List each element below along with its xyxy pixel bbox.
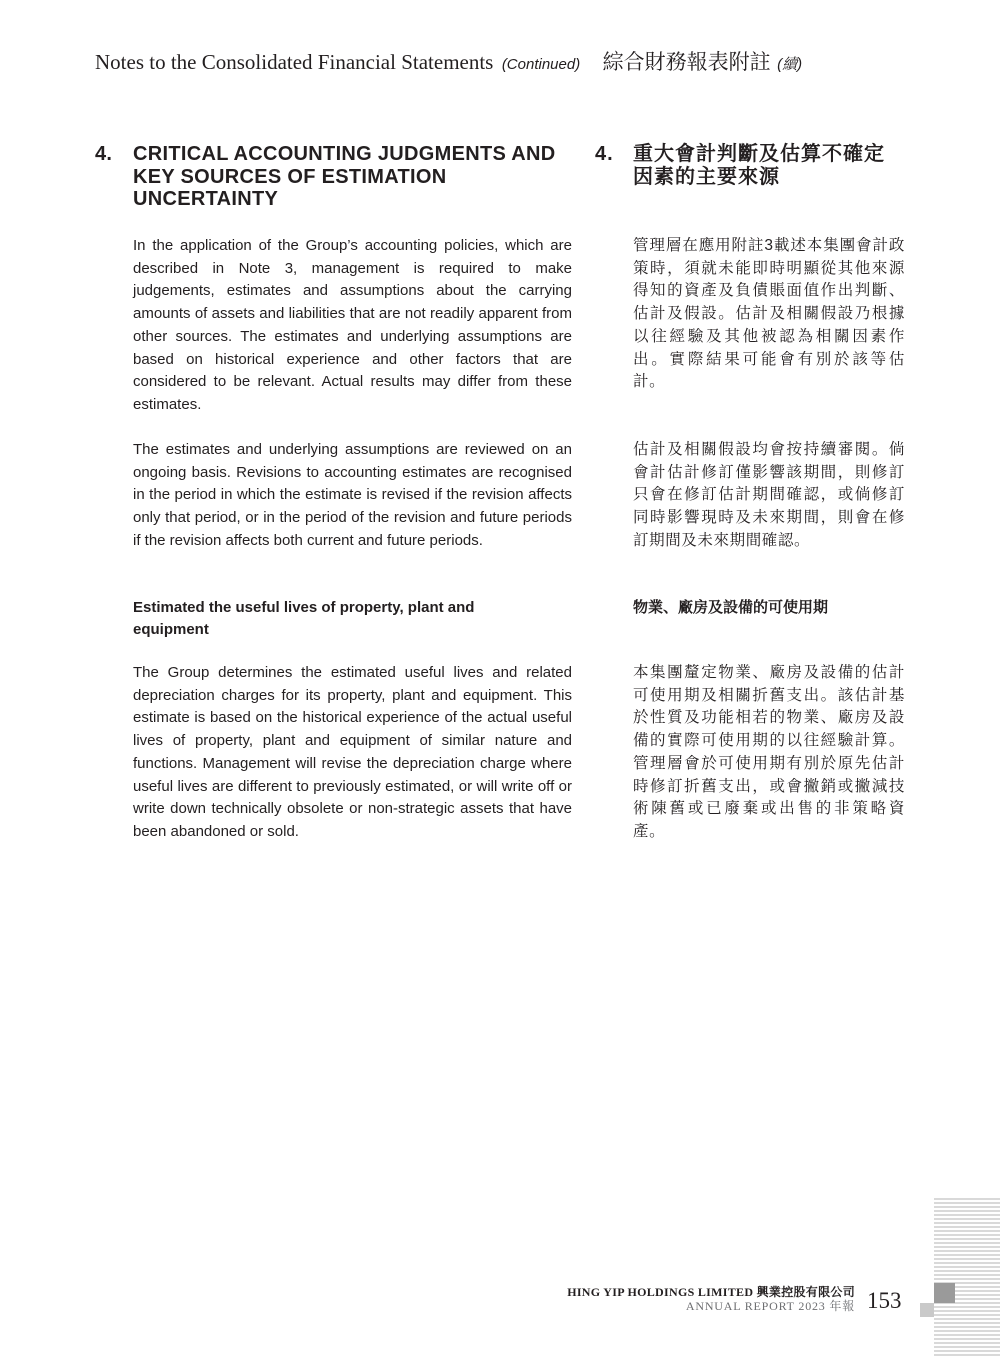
footer-report-title: ANNUAL REPORT 2023 年報: [685, 1299, 855, 1313]
decorative-stripes: [934, 1198, 1000, 1357]
paragraph-zh-1: 管理層在應用附註3載述本集團會計政策時，須就未能即時明顯從其他來源得知的資產及負債賬面值作出判斷、估計及假設。估計及相關假設乃根據以往經驗及其他被認為相關因素作出。實際結果可能會有別於該等估計。: [633, 237, 905, 391]
section-number-en: 4.: [95, 143, 113, 165]
section-heading-zh: [595, 143, 905, 188]
footer-company-name: HING YIP HOLDINGS LIMITED 興業控股有限公司: [567, 1285, 855, 1299]
header-continued-en: (Continued): [501, 56, 581, 73]
decorative-square-light: [920, 1303, 934, 1317]
paragraph-en-2: The estimates and underlying assumptions are reviewed on an ongoing basis. Revisions to accounting estimates are recognised in the period in which the estimate is revised if the revision affects only that period, or in the period of the revision and future periods if the revision affects both current and future periods.: [133, 441, 572, 549]
section-title-en: CRITICAL ACCOUNTING JUDGMENTS AND KEY SOURCES OF ESTIMATION UNCERTAINTY: [133, 143, 556, 210]
section-number-zh: 4.: [595, 143, 614, 165]
page-number: 153: [867, 1288, 902, 1313]
header-continued-zh: (續): [777, 56, 803, 73]
decorative-square-dark: [934, 1283, 955, 1303]
paragraph-zh-2: 估計及相關假設均會按持續審閱。倘會計估計修訂僅影響該期間，則修訂只會在修訂估計期間確認，或倘修訂同時影響現時及未來期間，則會在修訂期間及未來期間確認。: [633, 441, 905, 549]
paragraph-en-1: In the application of the Group’s accounting policies, which are described in Note 3, management is required to make judgements, estimates and assumptions about the carrying amounts of assets and liabilities that are not readily apparent from other sources. The estimates and underlying assumptions are based on historical experience and other factors that are considered to be relevant. Actual results may differ from these estimates.: [133, 237, 572, 413]
footer: [567, 1285, 855, 1313]
section-heading-en: [95, 143, 572, 211]
subheading-zh: 物業、廠房及設備的可使用期: [633, 599, 829, 616]
header-title-en: Notes to the Consolidated Financial Statements: [95, 50, 494, 74]
subheading-en: Estimated the useful lives of property, plant and equipment: [133, 599, 475, 638]
header-title-zh: 綜合財務報表附註: [602, 50, 771, 74]
section-title-zh: 重大會計判斷及估算不確定因素的主要來源: [633, 143, 885, 188]
running-header: [95, 46, 802, 76]
paragraph-en-3: The Group determines the estimated useful lives and related depreciation charges for its property, plant and equipment. This estimate is based on the historical experience of the actual useful lives of property, plant and equipment of similar nature and functions. Management will revise the depreciation charge where useful lives are different to previously estimated, or will write off or write down technically obsolete or non-strategic assets that have been abandoned or sold.: [133, 664, 572, 840]
paragraph-zh-3: 本集團釐定物業、廠房及設備的估計可使用期及相關折舊支出。該估計基於性質及功能相若的物業、廠房及設備的實際可使用期的以往經驗計算。管理層會於可使用期有別於原先估計時修訂折舊支出，或會撇銷或撇減技術陳舊或已廢棄或出售的非策略資產。: [633, 664, 905, 840]
